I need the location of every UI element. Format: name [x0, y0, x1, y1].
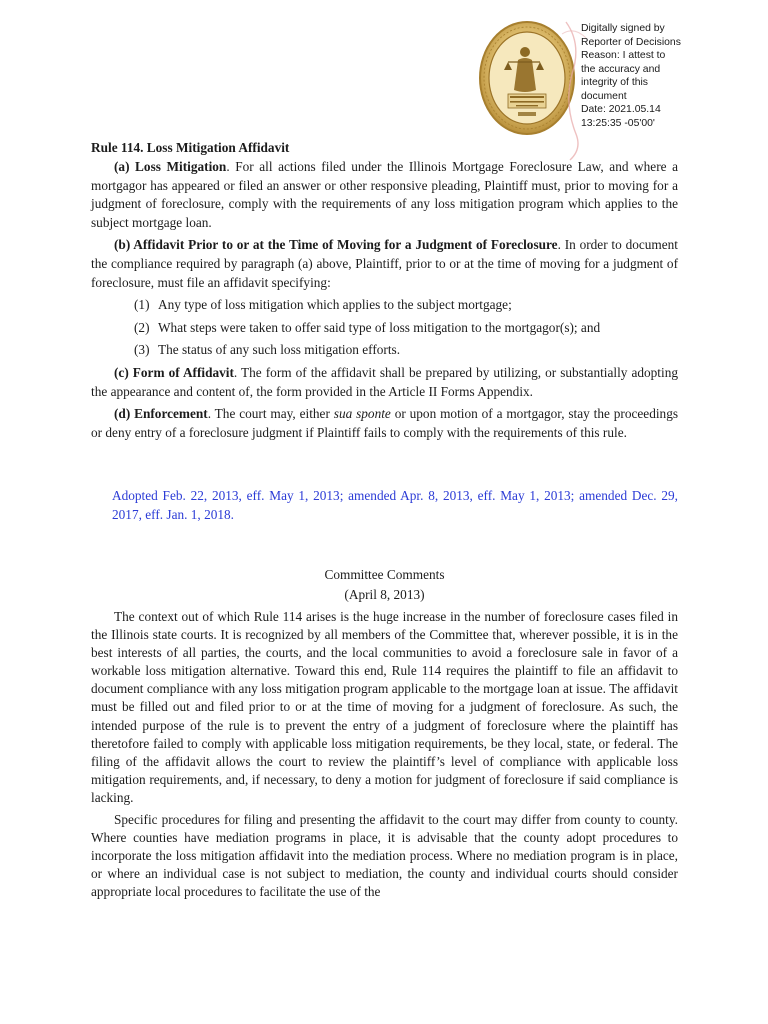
paragraph-d: (d) Enforcement. The court may, either sua sponte or upon motion of a mortgagor, stay the proceedings or deny entry of a foreclosure judgment if Plaintiff fails to comply with the requirements of this rule. [91, 406, 679, 440]
paragraph-c [91, 364, 678, 401]
signature-line: Digitally signed by [581, 23, 665, 34]
signature-line: Date: 2021.05.14 [581, 104, 661, 115]
list-item: (3) The status of any such loss mitigation efforts. [134, 342, 401, 358]
comments-paragraph: The context out of which Rule 114 arises is the huge increase in the number of foreclosure cases filed in the Illinois state courts. It is recognized by all members of the Committee that, wherever possible, it is in the best interests of all parties, the courts, and the local communities to avoid a foreclosure sale in favor of a workable loss mitigation alternative. Toward this end, Rule 114 requires the plaintiff to file an affidavit to document compliance with any loss mitigation program applicable to the mortgage loan at issue. The affidavit must be filled out and filed prior to or at the time of moving for a judgment of foreclosure. As such, the intended purpose of the rule is to prevent the entry of a judgment of foreclosure where the plaintiff has theretofore failed to comply with applicable loss mitigation requirements, be they local, state, or federal. The filing of the affidavit allows the court to review the plaintiff’s level of compliance with applicable loss mitigation requirements, and, if necessary, to deny a motion for judgment of foreclosure if said compliance is lacking. [91, 609, 678, 805]
comments-date: (April 8, 2013) [344, 586, 425, 602]
comments-paragraph: Specific procedures for filing and presenting the affidavit to the court may differ from county to county. Where counties have mediation programs in place, it is advisable that the county adopt procedures to incorporate the loss mitigation affidavit into the mediation process. Where no mediation program is in place, or where an individual case is not subject to mediation, the county and individual courts should consider appropriate local procedures to facilitate the use of the [91, 812, 678, 900]
paragraph-c-text: . The form of the affidavit shall be prepared by utilizing, or substantially adopting the appearance and content of, the form provided in the Article II Forms Appendix. [91, 364, 678, 399]
paragraph-a-heading: (a) Loss Mitigation [114, 159, 227, 174]
list-item: (1) Any type of loss mitigation which applies to the subject mortgage; [134, 297, 512, 313]
signature-line: the accuracy and [581, 63, 661, 75]
amendment-history: Adopted Feb. 22, 2013, eff. May 1, 2013; amended Apr. 8, 2013, eff. May 1, 2013; amended Dec. 29, 2017, eff. Jan. 1, 2018. [112, 488, 678, 522]
paragraph-b-text: . In order to document the compliance required by paragraph (a) above, Plaintiff, prior to or at the time of moving for a judgment of foreclosure, must file an affidavit specifying: [91, 237, 678, 290]
signature-line: Reason: I attest to [581, 50, 666, 61]
list-item: (2) What steps were taken to offer said type of loss mitigation to the mortgagor(s); and [134, 319, 601, 335]
committee-comments-body [91, 608, 678, 902]
committee-comments-heading [91, 565, 678, 604]
paragraph-a-text: . For all actions filed under the Illinois Mortgage Foreclosure Law, and where a mortgagor has appeared or filed an answer or other responsive pleading, Plaintiff must, prior to moving for a judgment of foreclosure, comply with the requirements of any loss mitigation program which applies to the subject mortgage loan. [91, 159, 678, 230]
paragraph-d-heading: (d) Enforcement [114, 406, 208, 422]
rule-title: Rule 114. Loss Mitigation Affidavit [91, 140, 290, 155]
sua-sponte-italic: sua sponte [333, 406, 391, 422]
signature-line: document [581, 90, 627, 102]
paragraph-a [91, 158, 678, 232]
rule-body [91, 158, 678, 442]
signature-line: integrity of this [581, 77, 648, 88]
signature-line: 13:25:35 -05'00' [581, 117, 655, 129]
signature-line: Reporter of Decisions [581, 36, 681, 48]
paragraph-b [91, 236, 678, 292]
digital-signature-block [581, 22, 691, 130]
paragraph-b-heading: (b) Affidavit Prior to or at the Time of Moving for a Judgment of Foreclosure [114, 237, 558, 253]
paragraph-c-heading: (c) Form of Affidavit [114, 364, 234, 380]
comments-title: Committee Comments [324, 567, 445, 582]
